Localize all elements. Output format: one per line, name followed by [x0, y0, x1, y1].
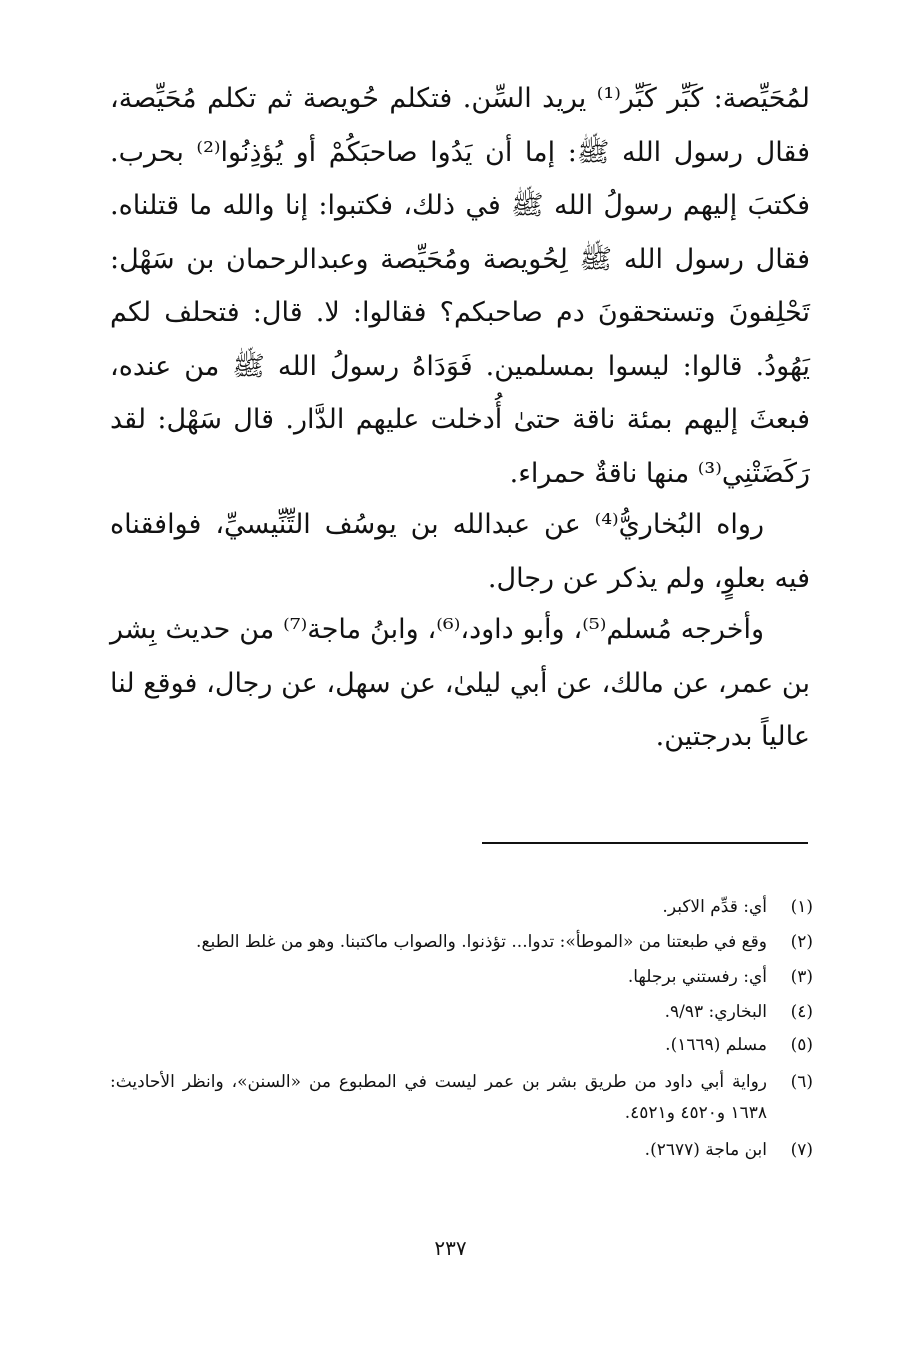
footnote-number: (٦) [790, 1072, 813, 1092]
footnote-divider [482, 842, 808, 844]
main-paragraph-1 [110, 72, 810, 500]
footnote-item [110, 892, 813, 923]
footnote-text: أي: قدِّم الاكبر. [662, 897, 767, 917]
footnote-text: ابن ماجة (٢٦٧٧). [644, 1140, 767, 1160]
paragraph-text: رواه البُخاريُّ⁽⁴⁾ عن عبدالله بن يوسُف التِّنِّيسيِّ، فوافقناه فيه بعلوٍ، ولم يذكر عن رجال. [110, 509, 810, 594]
footnote-number: (١) [790, 897, 813, 917]
footnote-text: البخاري: ٩/٩٣. [664, 1002, 767, 1022]
footnote-number: (٣) [790, 967, 813, 987]
footnote-number: (٢) [790, 932, 813, 952]
footnote-number: (٤) [790, 1002, 813, 1022]
main-paragraph-2 [110, 498, 810, 605]
paragraph-text: لمُحَيِّصة: كَبِّر كَبِّر⁽¹⁾ يريد السِّن. فتكلم حُويصة ثم تكلم مُحَيِّصة، فقال رسول الله ﷺ: إما أن يَدُوا صاحبَكُمْ أو يُؤذِنُوا⁽²⁾ بحرب. فكتبَ إليهم رسولُ الله ﷺ في ذلك، فكتبوا: إنا والله ما قتلناه. فقال رسول الله ﷺ لِحُويصة ومُحَيِّصة وعبدالرحمان بن سَهْل: تَحْلِفونَ وتستحقونَ دم صاحبكم؟ فقالوا: لا. قال: فتحلف لكم يَهُودُ. قالوا: ليسوا بمسلمين. فَوَدَاهُ رسولُ الله ﷺ من عنده، فبعثَ إليهم بمئة ناقة حتىٰ أُدخلت عليهم الدَّار. قال سَهْل: لقد رَكَضَتْنِي⁽³⁾ منها ناقةٌ حمراء. [110, 83, 810, 489]
footnote-number: (٧) [790, 1140, 813, 1160]
footnote-item [110, 1135, 813, 1166]
footnote-number: (٥) [790, 1035, 813, 1055]
footnote-text: مسلم (١٦٦٩). [665, 1035, 767, 1055]
footnote-item [110, 962, 813, 993]
footnote-text: رواية أبي داود من طريق بشر بن عمر ليست في المطبوع من «السنن»، وانظر الأحاديث: ١٦٣٨ و٤٥٢٠ و٤٥٢١. [110, 1072, 767, 1123]
footnote-item [110, 1067, 813, 1129]
footnotes [110, 892, 813, 1166]
footnote-item [110, 927, 813, 958]
footnote-text: وقع في طبعتنا من «الموطأ»: تدوا... تؤذنوا. والصواب ماكتبنا. وهو من غلط الطبع. [196, 932, 767, 952]
page-number: ٢٣٧ [434, 1236, 467, 1260]
footnote-item [110, 1030, 813, 1061]
footnote-item [110, 997, 813, 1028]
paragraph-text: وأخرجه مُسلم⁽⁵⁾، وأبو داود،⁽⁶⁾، وابنُ ماجة⁽⁷⁾ من حديث بِشر بن عمر، عن مالك، عن أبي ليلىٰ، عن سهل، عن رجال، فوقع لنا عالياً بدرجتين. [110, 614, 810, 752]
main-paragraph-3 [110, 603, 810, 764]
footnote-text: أي: رفستني برجلها. [627, 967, 767, 987]
